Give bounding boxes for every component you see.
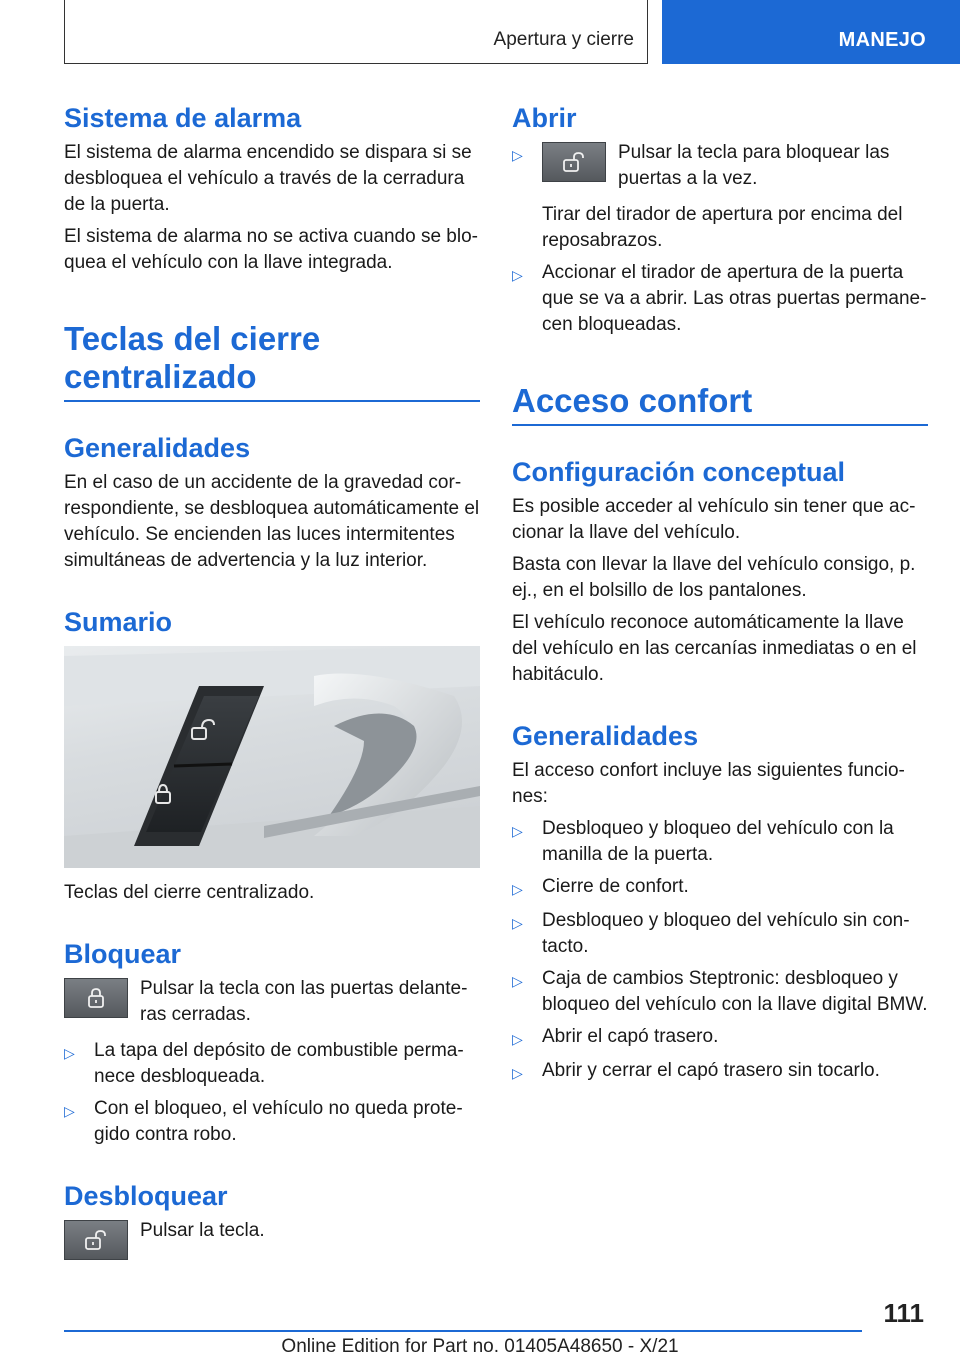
list-item: ▷ Con el bloqueo, el vehículo no queda prote‐gido contra robo. — [64, 1096, 480, 1148]
lock-instruction: Pulsar la tecla con las puertas delante‐ras cerradas. — [140, 978, 468, 1025]
comfort-heading-block — [512, 382, 928, 426]
door-panel-illustration — [64, 646, 480, 868]
list-item: ▷ Abrir y cerrar el capó trasero sin tocarlo. — [512, 1058, 928, 1086]
concept-paragraph-1: Es posible acceder al vehículo sin tener que ac‐cionar la llave del vehículo. — [512, 496, 916, 543]
summary-heading: Sumario — [64, 607, 173, 637]
header-section-box — [64, 0, 648, 64]
list-item: ▷ Accionar el tirador de apertura de la puerta que se va a abrir. Las otras puertas permane‐cen bloqueadas. — [512, 260, 928, 338]
header-chapter-label: MANEJO — [838, 29, 926, 51]
general-heading-left: Generalidades — [64, 433, 251, 463]
triangle-bullet-icon: ▷ — [512, 1065, 523, 1081]
triangle-bullet-icon: ▷ — [512, 823, 523, 839]
triangle-bullet-icon: ▷ — [512, 1031, 523, 1047]
list-item — [512, 140, 928, 254]
triangle-bullet-icon: ▷ — [512, 147, 523, 163]
unlock-heading: Desbloquear — [64, 1181, 228, 1211]
triangle-bullet-icon: ▷ — [512, 881, 523, 897]
comfort-heading: Acceso confort — [512, 382, 753, 419]
footer-edition-text: Online Edition for Part no. 01405A48650 - X/21 — [281, 1336, 679, 1357]
open-extra-instruction: Tirar del tirador de apertura por encima del reposabrazos. — [542, 204, 903, 251]
open-heading: Abrir — [512, 103, 577, 133]
triangle-bullet-icon: ▷ — [512, 973, 523, 989]
unlock-instruction: Pulsar la tecla. — [140, 1220, 265, 1241]
keys-heading-block — [64, 320, 480, 402]
general-heading-right: Generalidades — [512, 721, 699, 751]
concept-paragraph-2: Basta con llevar la llave del vehículo consigo, p. ej., en el bolsillo de los pantalones. — [512, 554, 916, 601]
open-key-row — [542, 140, 928, 192]
general-paragraph-left: En el caso de un accidente de la gravedad cor‐respondiente, se desbloquea automáticamente el vehículo. Se encienden las luces intermitentes simultáneas de advertencia y la luz interior. — [64, 472, 480, 571]
lock-icon — [83, 987, 109, 1009]
photo-caption: Teclas del cierre centralizado. — [64, 882, 315, 903]
concept-heading: Configuración conceptual — [512, 457, 846, 487]
unlock-key-button — [64, 1220, 128, 1260]
keys-heading: Teclas del cierre centralizado — [64, 320, 321, 395]
footer-divider — [64, 1330, 862, 1332]
open-key-instruction: Pulsar la tecla para bloquear las puertas a la vez. — [618, 142, 890, 189]
list-item: ▷ Cierre de confort. — [512, 874, 928, 902]
general-paragraph-right: El acceso confort incluye las siguientes funcio‐nes: — [512, 760, 905, 807]
alarm-heading: Sistema de alarma — [64, 103, 302, 133]
unlock-icon — [561, 151, 587, 173]
lock-key-row — [64, 976, 480, 1028]
header-section-title: Apertura y cierre — [493, 29, 634, 50]
list-item: ▷ Abrir el capó trasero. — [512, 1024, 928, 1052]
triangle-bullet-icon: ▷ — [512, 915, 523, 931]
alarm-paragraph-2: El sistema de alarma no se activa cuando se blo‐quea el vehículo con la llave integrada. — [64, 226, 478, 273]
list-item: ▷ La tapa del depósito de combustible perma‐nece desbloqueada. — [64, 1038, 480, 1090]
triangle-bullet-icon: ▷ — [512, 267, 523, 283]
right-column — [512, 100, 928, 1092]
alarm-paragraph-1: El sistema de alarma encendido se dispara si se desbloquea el vehículo a través de la cerradura de la puerta. — [64, 142, 472, 215]
door-lock-photo — [64, 646, 480, 868]
list-item: ▷ Desbloqueo y bloqueo del vehículo con la manilla de la puerta. — [512, 816, 928, 868]
triangle-bullet-icon: ▷ — [64, 1103, 75, 1119]
left-column — [64, 100, 480, 1270]
triangle-bullet-icon: ▷ — [64, 1045, 75, 1061]
unlock-icon — [83, 1229, 109, 1251]
page-number: 111 — [883, 1298, 924, 1328]
concept-paragraph-3: El vehículo reconoce automáticamente la llave del vehículo en las cercanías inmediatas o en el habitáculo. — [512, 612, 917, 685]
list-item: ▷ Desbloqueo y bloqueo del vehículo sin con‐tacto. — [512, 908, 928, 960]
lock-key-button — [64, 978, 128, 1018]
open-unlock-key-button — [542, 142, 606, 182]
header-chapter-tab[interactable] — [662, 0, 960, 64]
list-item: ▷ Caja de cambios Steptronic: desbloqueo y bloqueo del vehículo con la llave digital BMW. — [512, 966, 928, 1018]
unlock-key-row — [64, 1218, 480, 1260]
lock-heading: Bloquear — [64, 939, 182, 969]
